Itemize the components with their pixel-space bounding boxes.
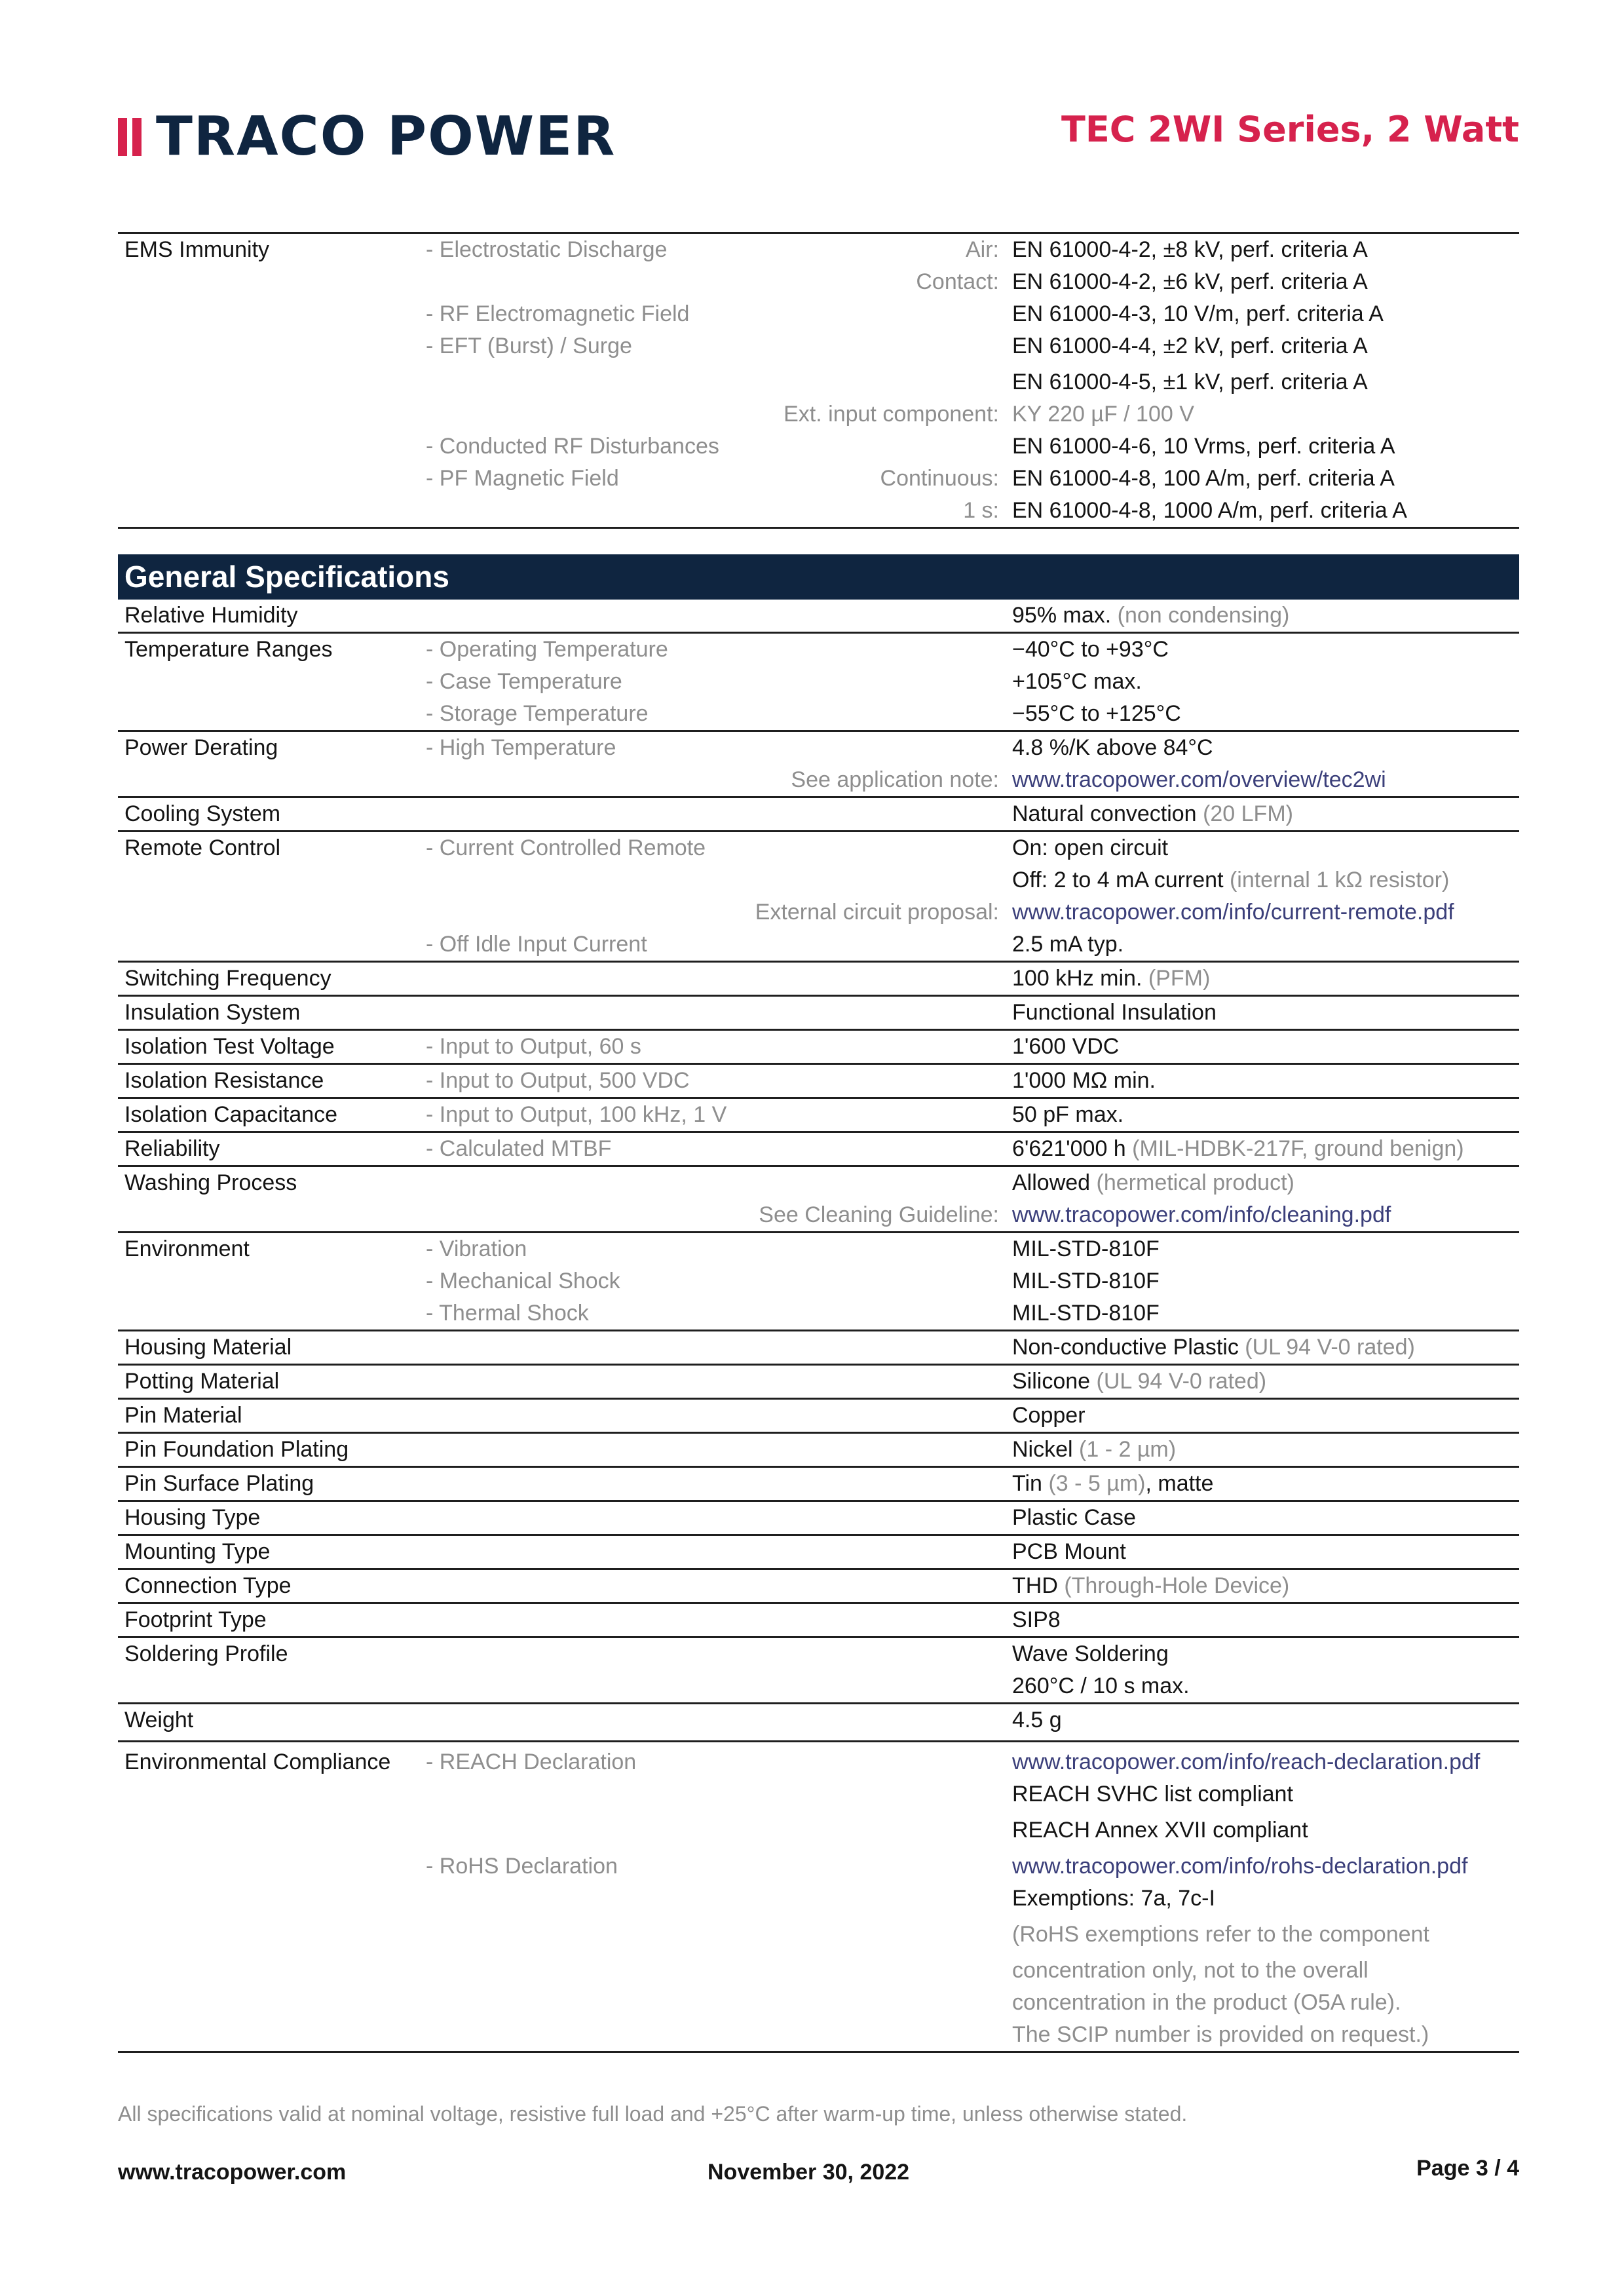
sub-label: - EFT (Burst) / Surge <box>426 334 632 358</box>
spec-row-housing-material <box>118 1330 1519 1364</box>
ems-line <box>118 398 1519 430</box>
spec-row-environment <box>118 1231 1519 1330</box>
row-label: Insulation System <box>124 1000 301 1025</box>
spec-line <box>118 1814 1519 1850</box>
value: 50 pF max. <box>1012 1102 1124 1127</box>
value <box>1012 864 1449 896</box>
row-label: Soldering Profile <box>124 1641 288 1666</box>
value: EN 61000-4-2, ±8 kV, perf. criteria A <box>1012 237 1368 262</box>
spec-line <box>118 1987 1519 2019</box>
row-label: Isolation Test Voltage <box>124 1034 335 1059</box>
value: On: open circuit <box>1012 835 1169 860</box>
row-label: Pin Surface Plating <box>124 1471 314 1496</box>
ems-line <box>118 366 1519 398</box>
value-note: (PFM) <box>1148 966 1211 991</box>
value <box>1012 963 1210 995</box>
value: KY 220 µF / 100 V <box>1012 402 1194 427</box>
spec-row-pin-material <box>118 1398 1519 1432</box>
value-note: (hermetical product) <box>1096 1170 1294 1195</box>
value-tail: , matte <box>1145 1471 1214 1496</box>
spec-line <box>118 1031 1519 1063</box>
spec-line <box>118 1065 1519 1097</box>
value: Plastic Case <box>1012 1505 1136 1530</box>
sub-label: - Conducted RF Disturbances <box>426 434 719 459</box>
value-main: Non-conductive Plastic <box>1012 1335 1239 1360</box>
row-label: Cooling System <box>124 801 281 826</box>
row-label: Housing Material <box>124 1335 292 1360</box>
value <box>1012 1366 1266 1398</box>
value-main: Tin <box>1012 1471 1042 1496</box>
spec-row-relative-humidity <box>118 600 1519 632</box>
value: MIL-STD-810F <box>1012 1269 1160 1293</box>
table-end-rule <box>118 527 1519 529</box>
spec-row-cooling-system <box>118 796 1519 830</box>
current-remote-link[interactable]: www.tracopower.com/info/current-remote.pdf <box>1012 900 1454 925</box>
value: 4.8 %/K above 84°C <box>1012 735 1213 760</box>
value-note: (MIL-HDBK-217F, ground benign) <box>1132 1136 1464 1161</box>
value <box>1012 1331 1415 1364</box>
spec-row-power-derating <box>118 730 1519 796</box>
spec-line <box>118 1167 1519 1199</box>
value: REACH SVHC list compliant <box>1012 1782 1293 1807</box>
ems-immunity-table <box>118 232 1519 529</box>
value-main: 6'621'000 h <box>1012 1136 1126 1161</box>
spec-line <box>118 764 1519 796</box>
spec-line <box>118 1265 1519 1297</box>
footer-date: November 30, 2022 <box>708 2160 910 2185</box>
condition: 1 s: <box>963 498 999 523</box>
spec-line <box>118 1704 1519 1740</box>
value: Copper <box>1012 1403 1086 1428</box>
row-label: Relative Humidity <box>124 603 298 628</box>
sub-label: - RoHS Declaration <box>426 1854 618 1879</box>
spec-row-connection-type <box>118 1568 1519 1602</box>
spec-row-isolation-test-voltage <box>118 1029 1519 1063</box>
value-main: 95% max. <box>1012 603 1112 628</box>
sub-label: - High Temperature <box>426 735 616 760</box>
rohs-note: concentration only, not to the overall <box>1012 1958 1369 1983</box>
value: Wave Soldering <box>1012 1641 1169 1666</box>
value: EN 61000-4-2, ±6 kV, perf. criteria A <box>1012 269 1368 294</box>
value: Functional Insulation <box>1012 1000 1217 1025</box>
value-note: (1 - 2 µm) <box>1079 1437 1177 1462</box>
value: SIP8 <box>1012 1607 1061 1632</box>
sub-label: - Case Temperature <box>426 669 622 694</box>
value <box>1012 600 1289 632</box>
row-label: Environment <box>124 1236 250 1261</box>
series-title: TEC 2WI Series, 2 Watt <box>1061 109 1519 150</box>
spec-row-environmental-compliance <box>118 1740 1519 2051</box>
sub-label: - Current Controlled Remote <box>426 835 706 860</box>
row-label: Isolation Resistance <box>124 1068 324 1093</box>
spec-line <box>118 1742 1519 1778</box>
spec-line <box>118 1434 1519 1466</box>
value: REACH Annex XVII compliant <box>1012 1818 1308 1843</box>
ems-line <box>118 234 1519 266</box>
spec-row-potting-material <box>118 1364 1519 1398</box>
row-label: Switching Frequency <box>124 966 331 991</box>
sub-label: - RF Electromagnetic Field <box>426 301 690 326</box>
spec-line <box>118 666 1519 698</box>
spec-row-pin-foundation-plating <box>118 1432 1519 1466</box>
spec-line <box>118 1233 1519 1265</box>
rohs-declaration-link[interactable]: www.tracopower.com/info/rohs-declaration.pdf <box>1012 1854 1468 1879</box>
row-label: Temperature Ranges <box>124 637 333 662</box>
spec-line <box>118 832 1519 864</box>
spec-row-switching-frequency <box>118 961 1519 995</box>
row-label: Washing Process <box>124 1170 297 1195</box>
value-note: (internal 1 kΩ resistor) <box>1229 868 1450 892</box>
sub-label: - Storage Temperature <box>426 701 649 726</box>
sub-label: - Calculated MTBF <box>426 1136 612 1161</box>
value <box>1012 1167 1294 1199</box>
spec-row-pin-surface-plating <box>118 1466 1519 1500</box>
spec-line <box>118 732 1519 764</box>
value <box>1012 1133 1464 1165</box>
traco-power-logo <box>118 105 616 168</box>
spec-line <box>118 1502 1519 1534</box>
spec-row-reliability <box>118 1131 1519 1165</box>
specifications-footnote: All specifications valid at nominal voltage, resistive full load and +25°C after warm-up time, unless otherwise stated. <box>118 2102 1188 2126</box>
value-note: (20 LFM) <box>1203 801 1293 826</box>
condition: See application note: <box>791 767 999 792</box>
value: 1'000 MΩ min. <box>1012 1068 1156 1093</box>
application-note-link[interactable]: www.tracopower.com/overview/tec2wi <box>1012 767 1386 792</box>
row-label: Footprint Type <box>124 1607 267 1632</box>
spec-line <box>118 600 1519 632</box>
value-main: Allowed <box>1012 1170 1091 1195</box>
sub-label: - Input to Output, 100 kHz, 1 V <box>426 1102 727 1127</box>
spec-line <box>118 928 1519 961</box>
value: EN 61000-4-8, 1000 A/m, perf. criteria A <box>1012 498 1407 523</box>
sub-label: - Thermal Shock <box>426 1301 589 1326</box>
condition: Contact: <box>916 269 999 294</box>
value: +105°C max. <box>1012 669 1142 694</box>
value-main: Natural convection <box>1012 801 1197 826</box>
value-main: Silicone <box>1012 1369 1091 1394</box>
spec-line <box>118 1366 1519 1398</box>
value: 4.5 g <box>1012 1708 1062 1732</box>
brand-name: TRACO POWER <box>156 105 616 168</box>
spec-line <box>118 2019 1519 2051</box>
spec-line <box>118 1919 1519 1955</box>
spec-line <box>118 1297 1519 1330</box>
row-label: Mounting Type <box>124 1539 271 1564</box>
row-label: Pin Material <box>124 1403 242 1428</box>
spec-line <box>118 864 1519 896</box>
row-label: Housing Type <box>124 1505 261 1530</box>
ems-line <box>118 430 1519 463</box>
row-label: Remote Control <box>124 835 281 860</box>
spec-row-isolation-resistance <box>118 1063 1519 1097</box>
spec-line <box>118 1133 1519 1165</box>
value: 2.5 mA typ. <box>1012 932 1124 957</box>
value: MIL-STD-810F <box>1012 1236 1160 1261</box>
spec-line <box>118 634 1519 666</box>
value-main: THD <box>1012 1573 1058 1598</box>
spec-row-mounting-type <box>118 1534 1519 1568</box>
general-specifications-table <box>118 554 1519 2053</box>
value-main: Nickel <box>1012 1437 1073 1462</box>
sub-label: - Input to Output, 60 s <box>426 1034 641 1059</box>
spec-line <box>118 1331 1519 1364</box>
spec-line <box>118 1670 1519 1702</box>
page-number: Page 3 / 4 <box>1416 2156 1519 2181</box>
spec-line <box>118 1400 1519 1432</box>
spec-row-isolation-capacitance <box>118 1097 1519 1131</box>
spec-line <box>118 963 1519 995</box>
condition: Continuous: <box>880 466 999 491</box>
value: −55°C to +125°C <box>1012 701 1181 726</box>
ems-line <box>118 495 1519 527</box>
table-end-rule <box>118 2051 1519 2053</box>
spec-row-remote-control <box>118 830 1519 961</box>
spec-row-housing-type <box>118 1500 1519 1534</box>
spec-row-footprint-type <box>118 1602 1519 1636</box>
cleaning-guideline-link[interactable]: www.tracopower.com/info/cleaning.pdf <box>1012 1202 1391 1227</box>
value: MIL-STD-810F <box>1012 1301 1160 1326</box>
spec-line <box>118 1099 1519 1131</box>
value-note: (UL 94 V-0 rated) <box>1245 1335 1415 1360</box>
value-main: 100 kHz min. <box>1012 966 1142 991</box>
logo-bars-icon <box>118 118 142 156</box>
sub-label: - Input to Output, 500 VDC <box>426 1068 690 1093</box>
row-label: Potting Material <box>124 1369 280 1394</box>
reach-declaration-link[interactable]: www.tracopower.com/info/reach-declaration.pdf <box>1012 1750 1481 1774</box>
sub-label: - Electrostatic Discharge <box>426 237 668 262</box>
value <box>1012 1434 1176 1466</box>
spec-line <box>118 1883 1519 1919</box>
spec-line <box>118 1604 1519 1636</box>
rohs-note: (RoHS exemptions refer to the component <box>1012 1922 1429 1947</box>
value: PCB Mount <box>1012 1539 1126 1564</box>
value: EN 61000-4-5, ±1 kV, perf. criteria A <box>1012 370 1368 394</box>
spec-row-insulation-system <box>118 995 1519 1029</box>
row-label: Isolation Capacitance <box>124 1102 338 1127</box>
value: Exemptions: 7a, 7c-I <box>1012 1886 1215 1911</box>
spec-row-weight <box>118 1702 1519 1740</box>
value-note: (non condensing) <box>1117 603 1290 628</box>
value: 1'600 VDC <box>1012 1034 1120 1059</box>
spec-line <box>118 798 1519 830</box>
value: EN 61000-4-8, 100 A/m, perf. criteria A <box>1012 466 1395 491</box>
ems-line <box>118 330 1519 366</box>
ems-immunity-row <box>118 232 1519 527</box>
spec-row-soldering-profile <box>118 1636 1519 1702</box>
value-note: (Through-Hole Device) <box>1064 1573 1290 1598</box>
rohs-note: concentration in the product (O5A rule). <box>1012 1990 1401 2015</box>
spec-line <box>118 1468 1519 1500</box>
value <box>1012 1468 1213 1500</box>
value <box>1012 1570 1289 1602</box>
row-label: Reliability <box>124 1136 220 1161</box>
spec-line <box>118 1778 1519 1814</box>
rohs-note: The SCIP number is provided on request.) <box>1012 2022 1429 2047</box>
ems-line <box>118 463 1519 495</box>
spec-line <box>118 1536 1519 1568</box>
value: −40°C to +93°C <box>1012 637 1169 662</box>
sub-label: - Operating Temperature <box>426 637 668 662</box>
row-label: Weight <box>124 1708 194 1732</box>
sub-label: - Off Idle Input Current <box>426 932 647 957</box>
value: EN 61000-4-3, 10 V/m, perf. criteria A <box>1012 301 1384 326</box>
sub-label: - PF Magnetic Field <box>426 466 619 491</box>
value: EN 61000-4-6, 10 Vrms, perf. criteria A <box>1012 434 1395 459</box>
footer-website-link[interactable]: www.tracopower.com <box>118 2160 347 2185</box>
sub-label: - REACH Declaration <box>426 1750 637 1774</box>
row-label: Environmental Compliance <box>124 1750 391 1774</box>
row-label: Pin Foundation Plating <box>124 1437 349 1462</box>
spec-line <box>118 1199 1519 1231</box>
ems-line <box>118 266 1519 298</box>
section-title: General Specifications <box>118 554 1519 600</box>
condition: Air: <box>966 237 999 262</box>
spec-row-washing-process <box>118 1165 1519 1231</box>
value: EN 61000-4-4, ±2 kV, perf. criteria A <box>1012 334 1368 358</box>
spec-line <box>118 1955 1519 1987</box>
value-note: (UL 94 V-0 rated) <box>1096 1369 1267 1394</box>
row-label: Power Derating <box>124 735 278 760</box>
spec-line <box>118 1850 1519 1883</box>
spec-line <box>118 1638 1519 1670</box>
value <box>1012 798 1293 830</box>
value-main: Off: 2 to 4 mA current <box>1012 868 1224 892</box>
spec-line <box>118 997 1519 1029</box>
sub-label: - Mechanical Shock <box>426 1269 620 1293</box>
value-note: (3 - 5 µm) <box>1048 1471 1146 1496</box>
condition: Ext. input component: <box>784 402 999 427</box>
condition: External circuit proposal: <box>755 900 999 925</box>
spec-line <box>118 698 1519 730</box>
row-label: Connection Type <box>124 1573 292 1598</box>
condition: See Cleaning Guideline: <box>759 1202 999 1227</box>
row-label: EMS Immunity <box>124 237 270 262</box>
spec-row-temperature-ranges <box>118 632 1519 730</box>
ems-line <box>118 298 1519 330</box>
spec-line <box>118 1570 1519 1602</box>
spec-line <box>118 896 1519 928</box>
sub-label: - Vibration <box>426 1236 527 1261</box>
value: 260°C / 10 s max. <box>1012 1674 1190 1698</box>
